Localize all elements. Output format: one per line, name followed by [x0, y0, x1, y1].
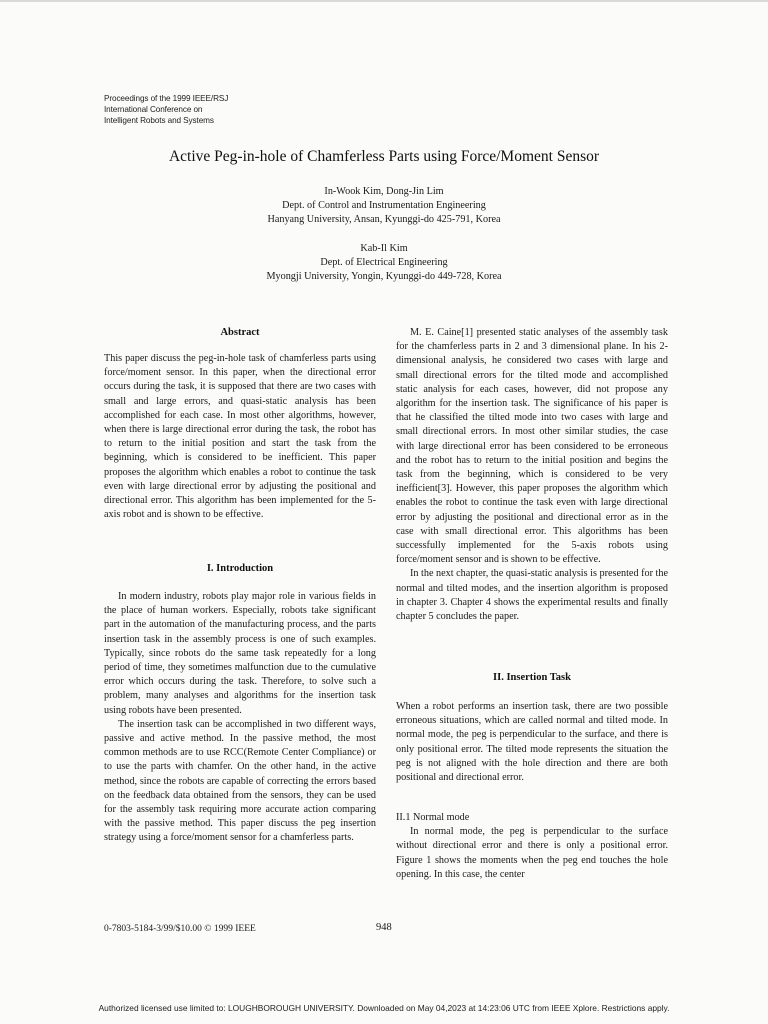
- proceedings-line: International Conference on: [104, 105, 203, 114]
- insertion-task-text: [396, 700, 668, 785]
- right-column-intro: [396, 326, 668, 624]
- paper-title: Active Peg-in-hole of Chamferless Parts using Force/Moment Sensor: [168, 148, 600, 165]
- insertion-task-paragraph: When a robot performs an insertion task, there are two possible erroneous situations, which are called normal and tilted mode. In normal mode, the peg is perpendicular to the surface, and there is only positional error. The tilted mode represents the situation the peg is not aligned with the hole direction and there are both positional and directional error.: [396, 701, 668, 784]
- introduction-heading: I. Introduction: [206, 563, 274, 574]
- outline-paragraph: In the next chapter, the quasi-static analysis is presented for the normal and tilted modes, and the insertion algorithm is proposed in chapter 3. Chapter 4 shows the experimental results and finally chapter 5 concludes the paper.: [396, 568, 668, 623]
- top-border: [0, 0, 768, 2]
- abstract-heading: Abstract: [220, 327, 260, 338]
- page-number: 948: [376, 922, 392, 933]
- abstract-paragraph: This paper discuss the peg-in-hole task of chamferless parts using force/moment sensor. In this paper, when the directional error occurs during the task, it is supposed that there are two cases with small and large errors, and quasi-static analysis has been accomplished for each case. In most other algorithms, however, when there is large directional error during the task, the robot has to return to the initial position and start the task from the beginning, which is considered to be inefficient. This paper proposes the algorithm which enables a robot to continue the task even with large directional error by adjusting the positional and directional error. This algorithm has been implemented for the 5-axis robot and is shown to be effective.: [104, 353, 376, 521]
- normal-mode-heading: II.1 Normal mode: [396, 812, 470, 823]
- author-names: In-Wook Kim, Dong-Jin Lim: [324, 186, 444, 197]
- abstract-text: [104, 352, 376, 522]
- related-work-paragraph: M. E. Caine[1] presented static analyses of the assembly task for the chamferless parts in 2 and 3 dimensional plane. In his 2-dimensional analysis, he considered two cases with large and small directional errors for the tilted mode and accomplished static analysis for each cases, however, did not propose any algorithm for the insertion task. The significance of his paper is that he classified the tilted mode into two cases with large and small directional errors. In most other similar studies, the case with large directional error has been considered to be erroneous and the robot has to return to the initial position and begins the task from the beginning, which is considered to be very inefficient[3]. However, this paper proposes the algorithm which enables the robot to continue the task even with large directional error by adjusting the positional and directional error as in the case with small directional error. This algorithms has been successfully implemented for the 5-axis robots using force/moment sensor and is shown to be effective.: [396, 327, 668, 566]
- normal-mode-paragraph: In normal mode, the peg is perpendicular to the surface without directional error and there is only a positional error. Figure 1 shows the moments when the peg end touches the hole opening. In this case, the center: [396, 826, 668, 880]
- proceedings-header: [104, 93, 304, 126]
- author-block-2: [200, 242, 568, 284]
- introduction-text: [104, 590, 376, 846]
- proceedings-line: Intelligent Robots and Systems: [104, 116, 214, 125]
- author-block-1: [200, 185, 568, 227]
- license-notice: Authorized licensed use limited to: LOUGHBOROUGH UNIVERSITY. Downloaded on May 04,2023 at 14:23:06 UTC from IEEE Xplore. Restrictions apply.: [98, 1003, 670, 1013]
- introduction-paragraph: The insertion task can be accomplished in two different ways, passive and active method. In the passive method, the most common methods are to use RCC(Remote Center Compliance) or to use the parts with chamfer. On the other hand, in the active method, since the robots are capable of correcting the errors based on the feedback data obtained from the sensors, they can be used for the assembly task requiring more accurate action comparing with the passive method. This paper discuss the peg insertion strategy using a force/moment sensor for a chamferless parts.: [104, 718, 376, 844]
- normal-mode-section: [396, 811, 668, 882]
- author-affiliation: Hanyang University, Ansan, Kyunggi-do 425-791, Korea: [267, 214, 501, 225]
- author-department: Dept. of Electrical Engineering: [320, 257, 448, 268]
- author-affiliation: Myongji University, Yongin, Kyunggi-do 449-728, Korea: [266, 271, 502, 282]
- author-department: Dept. of Control and Instrumentation Engineering: [282, 200, 486, 211]
- author-names: Kab-Il Kim: [360, 243, 408, 254]
- proceedings-line: Proceedings of the 1999 IEEE/RSJ: [104, 94, 229, 103]
- introduction-paragraph: In modern industry, robots play major role in various fields in the place of human workers. Especially, robots take significant part in the automation of the manufacturing process, and the parts insertion task in the assembly process is one of such examples. Typically, since robots do the same task repeatedly for a long period of time, they sometimes malfunction due to the cumulative error which occurs during the task. Therefore, to solve such a problem, many analyses and algorithms for the insertion task using robots have been presented.: [104, 591, 376, 716]
- copyright-line: 0-7803-5184-3/99/$10.00 © 1999 IEEE: [104, 924, 256, 934]
- insertion-task-heading: II. Insertion Task: [493, 672, 571, 683]
